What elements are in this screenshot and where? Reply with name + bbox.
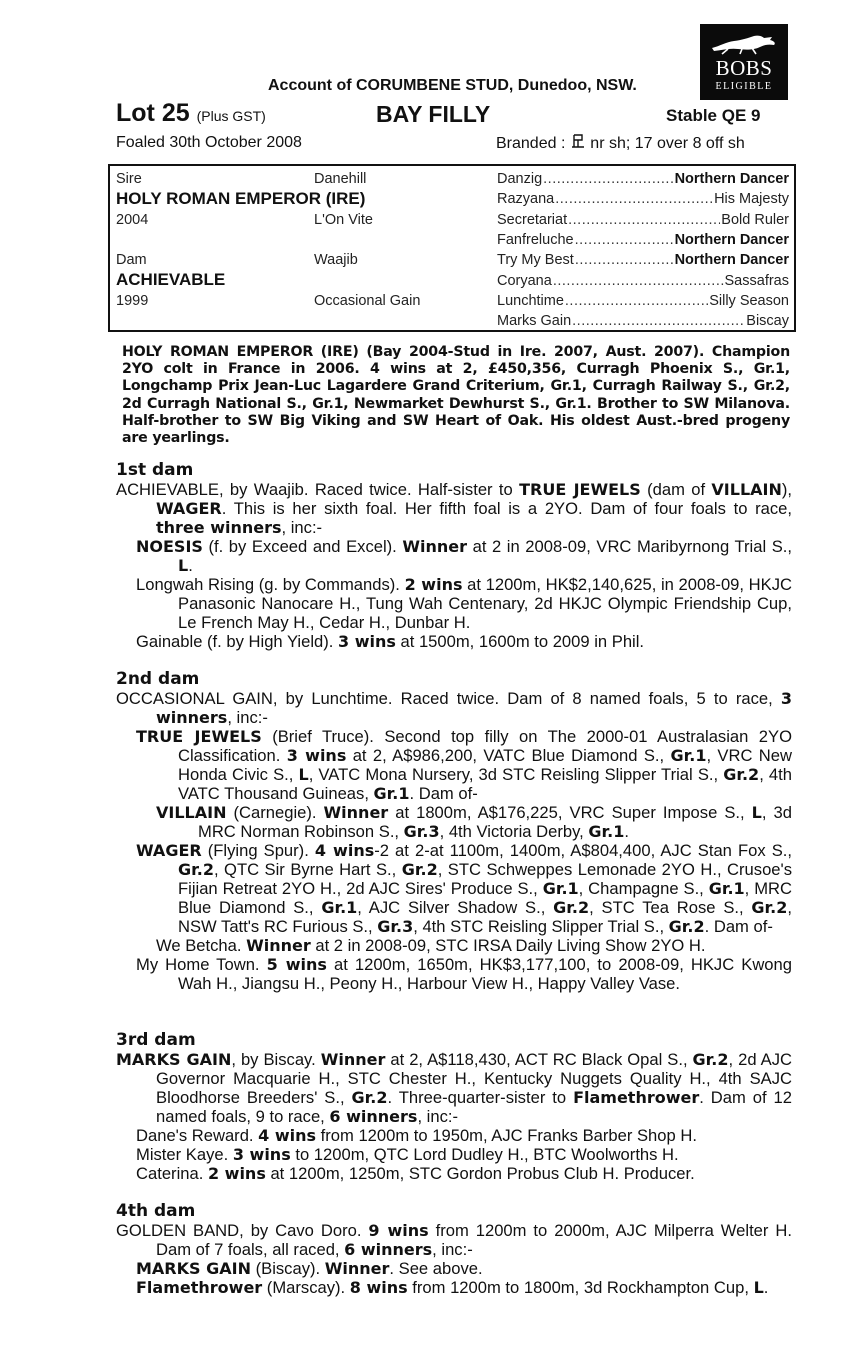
text-run: . Dam of-: [409, 784, 478, 803]
bold-run: 9 wins: [368, 1221, 429, 1240]
grandsire-maternal: Waajib: [314, 252, 358, 268]
section-heading: 2nd dam: [116, 669, 200, 689]
ancestor-name: Coryana: [497, 273, 552, 289]
bold-run: 2 wins: [404, 575, 463, 594]
second-dam-section: [116, 670, 792, 993]
ancestor-parent: His Majesty: [714, 191, 789, 207]
text-run: . This is her sixth foal. Her fifth foal is a 2YO. Dam of four foals to race,: [221, 499, 792, 518]
bold-run: WAGER: [136, 841, 202, 860]
text-run: (Marscay).: [262, 1278, 350, 1297]
section-heading: 3rd dam: [116, 1030, 196, 1050]
bold-run: three winners: [156, 518, 282, 537]
ancestor-parent: Sassafras: [724, 273, 789, 289]
text-run: from 1200m to 1950m, AJC Franks Barber Shop H.: [316, 1126, 697, 1145]
ancestor-row: [497, 212, 789, 228]
bold-run: L: [751, 803, 762, 822]
bold-run: Gr.3: [377, 917, 414, 936]
text-run: at 1200m, 1650m, HK$3,177,100, to 2008-09, HKJC Kwong Wah H., Jiangsu H., Peony H., Harbour View H., Happy Valley Vase.: [178, 955, 792, 993]
ancestor-row: [497, 191, 789, 207]
text-run: at 1200m, HK$2,140,625, in 2008-09, HKJC Panasonic Nanocare H., Tung Wah Centenary, 2d HKJC Olympic Friendship Cup, Le French May H., Cedar H., Dunbar H.: [178, 575, 792, 632]
text-run: , inc:-: [281, 518, 323, 537]
text-run: at 2 in 2008-09, STC IRSA Daily Living Show 2YO H.: [310, 936, 706, 955]
progeny-entry: [116, 575, 792, 632]
text-run: from 1200m to 2000m, AJC Milperra Welter H. Dam of 7 foals, all raced,: [156, 1221, 792, 1259]
text-run: (f. by Exceed and Excel).: [202, 537, 403, 556]
branded-text: nr sh; 17 over 8 off sh: [590, 135, 745, 152]
bold-run: 3 wins: [286, 746, 347, 765]
branded-label: Branded :: [496, 135, 566, 152]
text-run: . See above.: [389, 1259, 483, 1278]
progeny-entry: [116, 955, 792, 993]
bold-run: 2 wins: [207, 1164, 266, 1183]
gst-note: (Plus GST): [196, 108, 266, 124]
bold-run: Gr.2: [692, 1050, 729, 1069]
text-run: (Carnegie).: [226, 803, 324, 822]
text-run: , Champagne S.,: [578, 879, 709, 898]
section-heading: 4th dam: [116, 1201, 196, 1221]
brand-description: [496, 134, 745, 153]
dam-label: Dam: [116, 252, 147, 268]
bold-run: TRUE JEWELS: [519, 480, 641, 499]
progeny-entry: [116, 841, 792, 936]
bold-run: L: [178, 556, 189, 575]
text-run: . Dam of-: [704, 917, 773, 936]
text-run: ),: [781, 480, 793, 499]
bold-run: Flamethrower: [573, 1088, 700, 1107]
text-run: Gainable (f. by High Yield).: [136, 632, 338, 651]
bold-run: Gr.1: [588, 822, 625, 841]
section-heading: 1st dam: [116, 460, 194, 480]
text-run: at 1500m, 1600m to 2009 in Phil.: [395, 632, 645, 651]
ancestor-row: [497, 171, 789, 187]
ancestor-parent: Northern Dancer: [674, 232, 789, 248]
ancestor-name: Fanfreluche: [497, 232, 574, 248]
text-run: (dam of: [640, 480, 712, 499]
dam-year: 1999: [116, 293, 149, 309]
text-run: , 3d MRC Norman Robinson S.,: [198, 803, 792, 841]
text-run: (Biscay).: [250, 1259, 325, 1278]
bold-run: Winner: [320, 1050, 386, 1069]
bold-run: Gr.2: [668, 917, 705, 936]
pedigree-table: [108, 164, 796, 332]
bold-run: 3 wins: [232, 1145, 291, 1164]
grandsire-paternal: Danehill: [314, 171, 367, 187]
foaled-date: Foaled 30th October 2008: [116, 134, 302, 151]
progeny-entry: [116, 936, 792, 955]
progeny-entry: [116, 1278, 792, 1297]
ancestor-parent: Northern Dancer: [674, 171, 789, 187]
ancestor-row: [497, 232, 789, 248]
text-run: (Brief Truce). Second top filly on The 2000-01 Australasian 2YO Classification.: [178, 727, 793, 765]
bold-run: Winner: [324, 1259, 390, 1278]
ancestor-parent: Bold Ruler: [721, 212, 789, 228]
bold-run: 5 wins: [266, 955, 327, 974]
text-run: -2 at 2-at 1100m, 1400m, A$804,400, AJC Stan Fox S.,: [374, 841, 792, 860]
text-run: . Three-quarter-sister to: [387, 1088, 574, 1107]
bold-run: Gr.1: [373, 784, 410, 803]
bold-run: Gr.1: [670, 746, 707, 765]
text-run: My Home Town.: [136, 955, 267, 974]
text-run: at 2, A$118,430, ACT RC Black Opal S.,: [385, 1050, 693, 1069]
lot-number: [116, 99, 266, 128]
dam-paragraph: [116, 1221, 792, 1259]
logo-subtext: ELIGIBLE: [715, 81, 773, 92]
text-run: , STC Schweppes Lemonade 2YO H., Crusoe's Fijian Retreat 2YO H., 2d AJC Sires' Produce S.,: [178, 860, 792, 898]
text-run: Mister Kaye.: [136, 1145, 233, 1164]
dam-paragraph: [116, 689, 792, 727]
granddam-maternal: Occasional Gain: [314, 293, 421, 309]
text-run: .: [624, 822, 629, 841]
text-run: , VRC New Honda Civic S.,: [178, 746, 792, 784]
ancestor-name: Secretariat: [497, 212, 568, 228]
text-run: ACHIEVABLE, by Waajib. Raced twice. Half-sister to: [116, 480, 520, 499]
ancestor-name: Marks Gain: [497, 313, 572, 329]
text-run: , inc:-: [227, 708, 268, 727]
bold-run: 6 winners: [329, 1107, 418, 1126]
bold-run: Gr.1: [542, 879, 579, 898]
ancestor-name: Razyana: [497, 191, 555, 207]
progeny-entry: [116, 727, 792, 803]
bold-run: Gr.1: [708, 879, 745, 898]
text-run: at 2, A$986,200, VATC Blue Diamond S.,: [346, 746, 671, 765]
text-run: , 4th VATC Thousand Guineas,: [178, 765, 792, 803]
progeny-entry: [116, 1145, 792, 1164]
bold-run: 8 wins: [349, 1278, 408, 1297]
ancestor-row: [497, 252, 789, 268]
ancestor-name: Try My Best: [497, 252, 574, 268]
text-run: , inc:-: [432, 1240, 473, 1259]
text-run: , MRC Blue Diamond S.,: [178, 879, 792, 917]
bold-run: MARKS GAIN: [136, 1259, 251, 1278]
lot-label: Lot 25: [116, 99, 190, 127]
progeny-entry: [116, 537, 792, 575]
bold-run: 3 winners: [156, 689, 792, 727]
text-run: .: [763, 1278, 769, 1297]
text-run: , STC Tea Rose S.,: [589, 898, 752, 917]
text-run: at 1800m, A$176,225, VRC Super Impose S.,: [388, 803, 752, 822]
text-run: .: [188, 556, 193, 575]
text-run: , inc:-: [417, 1107, 459, 1126]
ancestor-name: Lunchtime: [497, 293, 564, 309]
text-run: , 4th STC Reisling Slipper Trial S.,: [413, 917, 669, 936]
sire-year: 2004: [116, 212, 149, 228]
text-run: at 2 in 2008-09, VRC Maribyrnong Trial S.,: [467, 537, 792, 556]
sire-summary: HOLY ROMAN EMPEROR (IRE) (Bay 2004-Stud in Ire. 2007, Aust. 2007). Champion 2YO colt in France in 2006. 4 wins at 2, £450,356, Curragh Phoenix S., Gr.1, Longchamp Prix Jean-Luc Lagardere Grand Criterium, Gr.1, Curragh Railway S., Gr.2, 2d Curragh National S., Gr.1, Newmarket Dewhurst S., Gr.1. Brother to SW Milanova. Half-brother to SW Big Viking and SW Heart of Oak. His oldest Aust.-bred progeny are yearlings.: [122, 344, 790, 447]
text-run: Longwah Rising (g. by Commands).: [136, 575, 405, 594]
dam-paragraph: [116, 1050, 792, 1126]
stable-code: Stable QE 9: [666, 106, 761, 125]
text-run: from 1200m to 1800m, 3d Rockhampton Cup,: [407, 1278, 754, 1297]
dam-paragraph: [116, 480, 792, 537]
text-run: Dane's Reward.: [136, 1126, 259, 1145]
bold-run: 3 wins: [338, 632, 396, 651]
progeny-entry: [116, 803, 792, 841]
ancestor-parent: Northern Dancer: [674, 252, 789, 268]
text-run: , QTC Sir Byrne Hart S.,: [213, 860, 402, 879]
bold-run: 4 wins: [314, 841, 375, 860]
text-run: . Dam of 12 named foals, 9 to race,: [156, 1088, 792, 1126]
bold-run: VILLAIN: [156, 803, 227, 822]
bold-run: L: [753, 1278, 764, 1297]
sire-name: HOLY ROMAN EMPEROR (IRE): [116, 189, 366, 208]
bold-run: Winner: [402, 537, 468, 556]
horse-icon: [708, 32, 780, 56]
fourth-dam-section: [116, 1202, 792, 1297]
bold-run: Gr.2: [553, 898, 590, 917]
ancestor-row: [497, 273, 789, 289]
ancestor-row: [497, 293, 789, 309]
bold-run: Gr.2: [351, 1088, 388, 1107]
bold-run: Gr.2: [401, 860, 438, 879]
text-run: , NSW Tatt's RC Furious S.,: [178, 898, 792, 936]
bold-run: MARKS GAIN: [116, 1050, 232, 1069]
text-run: We Betcha.: [156, 936, 247, 955]
bold-run: VILLAIN: [711, 480, 782, 499]
bold-run: Gr.2: [178, 860, 214, 879]
text-run: , VATC Mona Nursery, 3d STC Reisling Slipper Trial S.,: [308, 765, 724, 784]
text-run: , 4th Victoria Derby,: [439, 822, 589, 841]
brand-mark-icon: [570, 134, 586, 150]
dam-name: ACHIEVABLE: [116, 270, 226, 289]
bold-run: Gr.2: [723, 765, 760, 784]
text-run: (Flying Spur).: [201, 841, 315, 860]
bold-run: Winner: [323, 803, 389, 822]
bold-run: Gr.2: [751, 898, 788, 917]
bold-run: L: [298, 765, 309, 784]
text-run: Caterina.: [136, 1164, 208, 1183]
ancestor-name: Danzig: [497, 171, 543, 187]
bobs-eligible-logo: [700, 24, 788, 100]
text-run: at 1200m, 1250m, STC Gordon Probus Club H. Producer.: [265, 1164, 695, 1183]
progeny-entry: [116, 632, 792, 651]
bold-run: NOESIS: [136, 537, 203, 556]
third-dam-section: [116, 1031, 792, 1183]
text-run: GOLDEN BAND, by Cavo Doro.: [116, 1221, 369, 1240]
vendor-account: Account of CORUMBENE STUD, Dunedoo, NSW.: [268, 77, 637, 94]
ancestor-parent: Biscay: [746, 313, 789, 329]
sire-label: Sire: [116, 171, 142, 187]
ancestor-row: [497, 313, 789, 329]
progeny-entry: [116, 1126, 792, 1145]
bold-run: Winner: [246, 936, 311, 955]
text-run: OCCASIONAL GAIN, by Lunchtime. Raced twice. Dam of 8 named foals, 5 to race,: [116, 689, 781, 708]
first-dam-section: [116, 461, 792, 651]
bold-run: Gr.3: [403, 822, 440, 841]
bold-run: Flamethrower: [136, 1278, 263, 1297]
bold-run: 6 winners: [344, 1240, 433, 1259]
horse-title: BAY FILLY: [376, 101, 491, 127]
text-run: , by Biscay.: [231, 1050, 321, 1069]
logo-text: BOBS: [715, 56, 773, 80]
bold-run: TRUE JEWELS: [136, 727, 262, 746]
bold-run: WAGER: [156, 499, 222, 518]
text-run: to 1200m, QTC Lord Dudley H., BTC Woolworths H.: [290, 1145, 679, 1164]
granddam-paternal: L'On Vite: [314, 212, 373, 228]
text-run: , AJC Silver Shadow S.,: [357, 898, 554, 917]
progeny-entry: [116, 1164, 792, 1183]
bold-run: 4 wins: [258, 1126, 317, 1145]
text-run: , 2d AJC Governor Macquarie H., STC Chester H., Kentucky Nuggets Quality H., 4th SAJC Bloodhorse Breeders' S.,: [156, 1050, 792, 1107]
progeny-entry: [116, 1259, 792, 1278]
ancestor-parent: Silly Season: [709, 293, 789, 309]
bold-run: Gr.1: [321, 898, 358, 917]
